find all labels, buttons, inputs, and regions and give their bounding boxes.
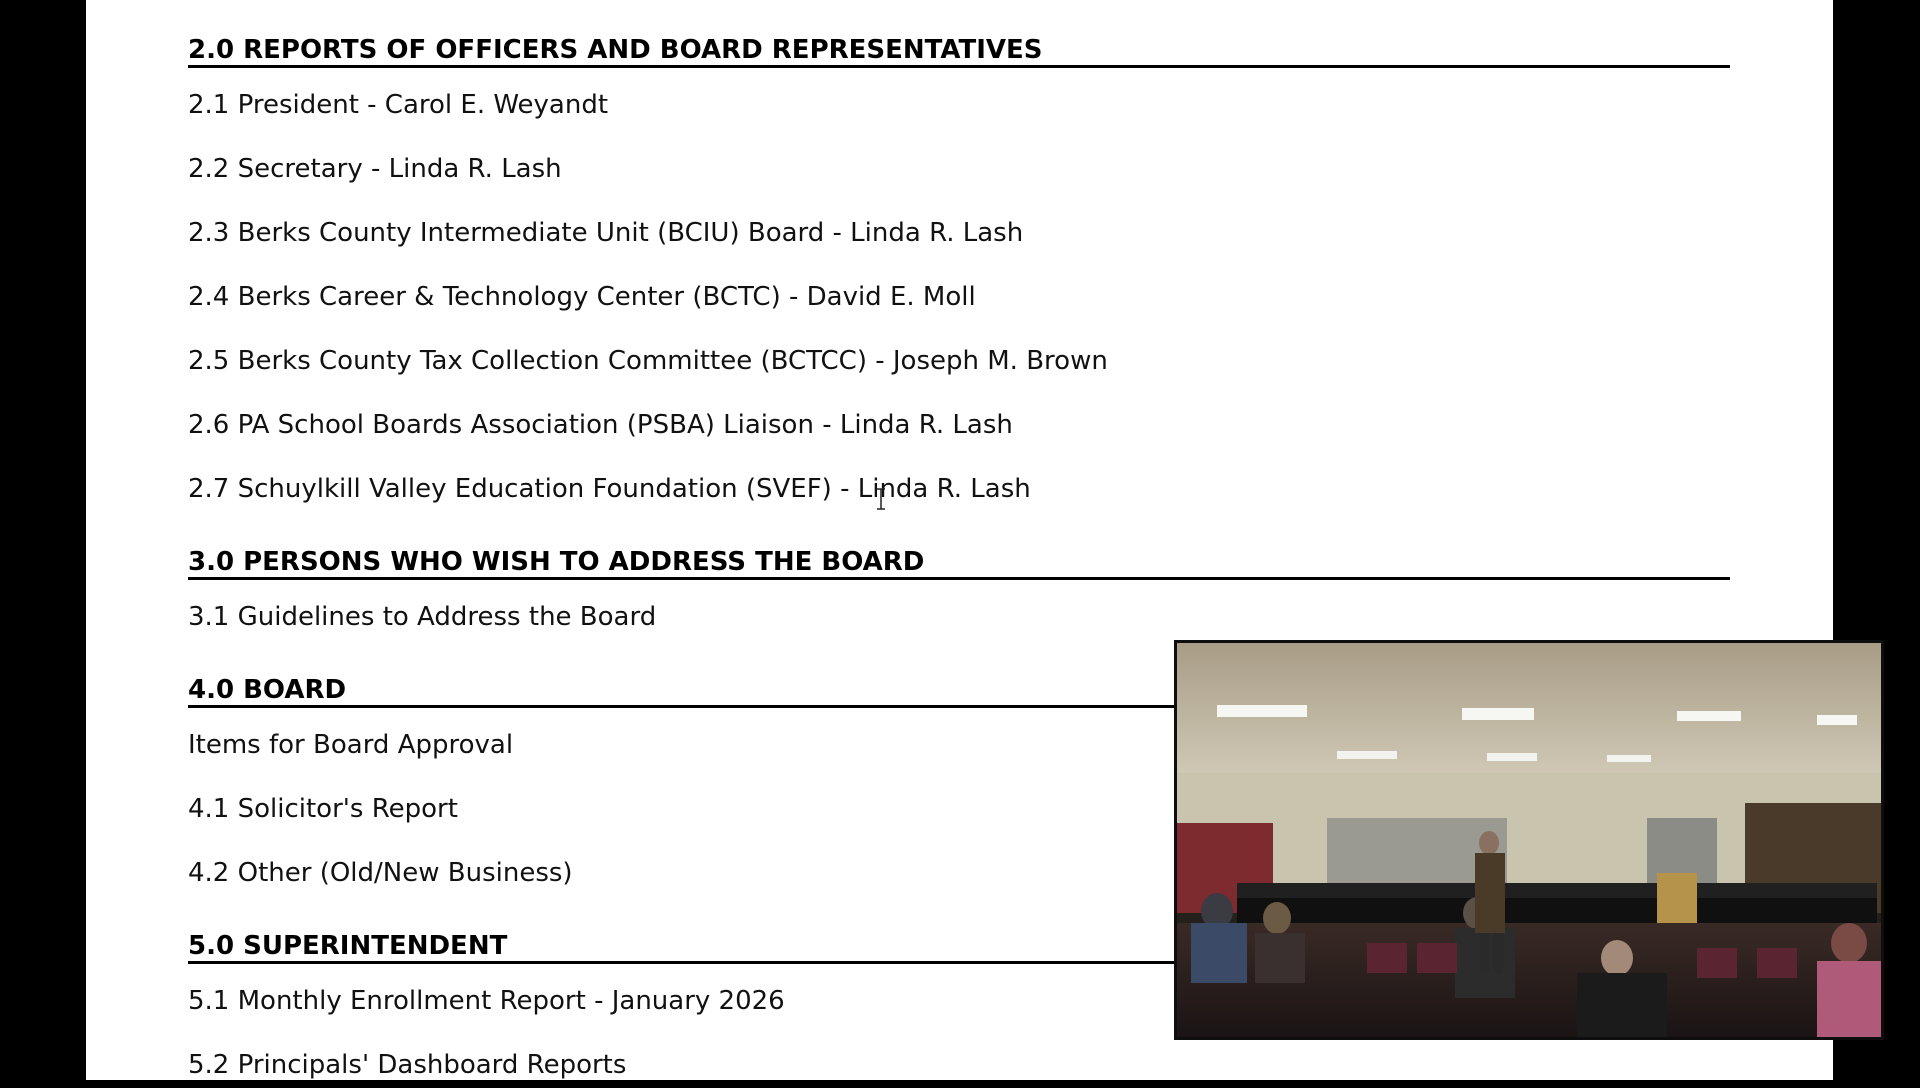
meeting-video-feed[interactable] xyxy=(1174,640,1884,1040)
section-4-title: 4.0 BOARD xyxy=(188,668,1730,708)
text-cursor-icon xyxy=(876,488,886,510)
agenda-item-4-2[interactable]: 4.2 Other (Old/New Business) xyxy=(188,858,573,888)
agenda-item-5-2[interactable]: 5.2 Principals' Dashboard Reports xyxy=(188,1050,627,1080)
section-3-title: 3.0 PERSONS WHO WISH TO ADDRESS THE BOARD xyxy=(188,540,1730,580)
agenda-item-2-4[interactable]: 2.4 Berks Career & Technology Center (BCTC) - David E. Moll xyxy=(188,282,976,312)
agenda-item-2-6[interactable]: 2.6 PA School Boards Association (PSBA) Liaison - Linda R. Lash xyxy=(188,410,1013,440)
agenda-item-4-0[interactable]: Items for Board Approval xyxy=(188,730,514,760)
section-2-title: 2.0 REPORTS OF OFFICERS AND BOARD REPRESENTATIVES xyxy=(188,28,1730,68)
agenda-item-2-7[interactable]: 2.7 Schuylkill Valley Education Foundation (SVEF) - Linda R. Lash xyxy=(188,474,1031,504)
agenda-item-2-2[interactable]: 2.2 Secretary - Linda R. Lash xyxy=(188,154,562,184)
agenda-item-2-3[interactable]: 2.3 Berks County Intermediate Unit (BCIU) Board - Linda R. Lash xyxy=(188,218,1024,248)
agenda-item-2-5[interactable]: 2.5 Berks County Tax Collection Committee (BCTCC) - Joseph M. Brown xyxy=(188,346,1108,376)
agenda-item-2-1[interactable]: 2.1 President - Carol E. Weyandt xyxy=(188,90,609,120)
section-5-title: 5.0 SUPERINTENDENT xyxy=(188,924,1730,964)
meeting-room-scene xyxy=(1177,643,1881,1037)
agenda-item-3-1[interactable]: 3.1 Guidelines to Address the Board xyxy=(188,602,657,632)
agenda-item-4-1[interactable]: 4.1 Solicitor's Report xyxy=(188,794,458,824)
agenda-item-5-1[interactable]: 5.1 Monthly Enrollment Report - January 2026 xyxy=(188,986,785,1016)
